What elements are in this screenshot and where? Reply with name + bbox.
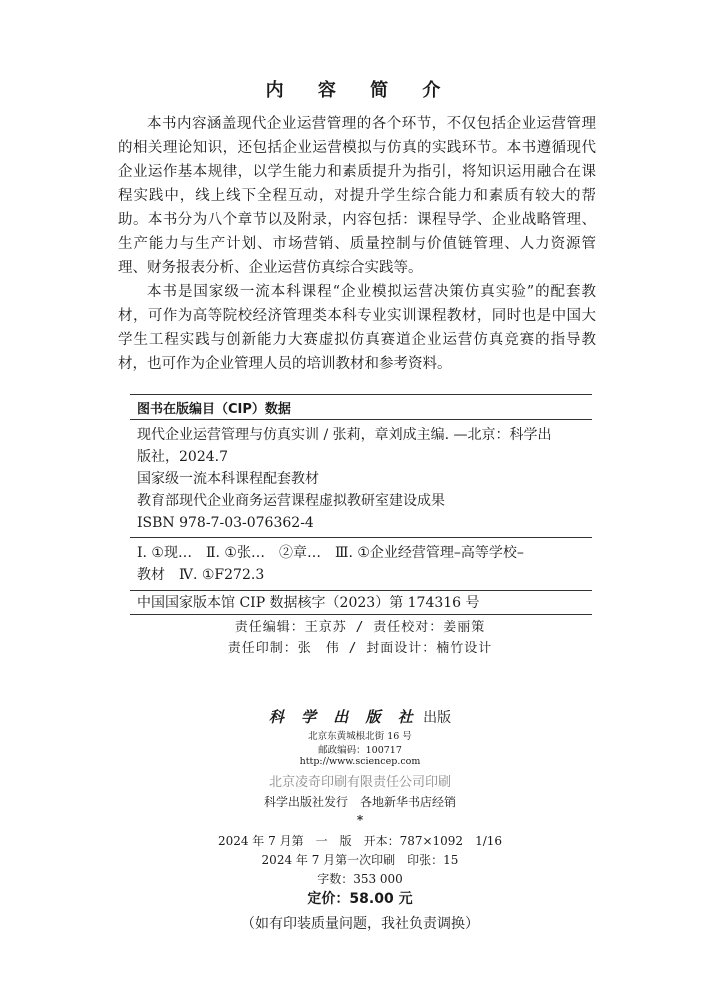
intro-title: 内 容 简 介 [265,80,455,101]
cip-achievement-line: 教育部现代企业商务运营课程虚拟教研室建设成果 [137,493,445,509]
publisher-line [0,706,720,727]
cip-block [137,424,592,534]
intro-body [118,112,596,376]
publisher-suffix: 出版 [423,710,452,726]
cip-classification [137,542,592,586]
cip-mid-rule [130,537,592,538]
cip-record [137,592,592,614]
credits-line-2: 责任印制：张 伟 / 封面设计：楠竹设计 [227,641,493,656]
separator-asterisk: * [356,813,364,827]
quality-notice: （如有印装质量问题，我社负责调换） [241,916,479,932]
cip-record-rule [130,590,592,591]
publisher-website: http://www.sciencep.com [299,756,421,767]
printing-line: 2024 年 7 月第一次印刷 印张：15 [261,853,459,867]
cip-publisher-line: 版社，2024.7 [137,449,228,465]
cip-isbn: ISBN 978-7-03-076362-4 [137,515,314,531]
cip-title-line: 现代企业运营管理与仿真实训 / 张莉，章刘成主编. —北京：科学出 [137,427,552,443]
publisher-name: 科 学 出 版 社 [268,708,419,726]
cip-top-rule [130,394,592,395]
cip-record-line: 中国国家版本馆 CIP 数据核字（2023）第 174316 号 [137,595,480,611]
cip-heading-rule [130,419,592,420]
publisher-postcode: 邮政编码：100717 [318,745,402,756]
cip-class-line-1: Ⅰ. ①现… Ⅱ. ①张… ②章… Ⅲ. ①企业经营管理–高等学校– [137,545,524,561]
cip-class-line-2: 教材 Ⅳ. ①F272.3 [137,567,265,583]
intro-paragraph-1: 本书内容涵盖现代企业运营管理的各个环节，不仅包括企业运营管理的相关理论知识，还包括企业运营模拟与仿真的实践环节。本书遵循现代企业运作基本规律，以学生能力和素质提升为指引，将知识运用融合在课程实践中，线上线下全程互动，对提升学生综合能力和素质有较大的帮助。本书分为八个章节以及附录，内容包括：课程导学、企业战略管理、生产能力与生产计划、市场营销、质量控制与价值链管理、人力资源管理、财务报表分析、企业运营仿真综合实践等。 [118,116,596,276]
cip-bottom-rule [130,614,592,615]
edition-line: 2024 年 7 月第 一 版 开本：787×1092 1/16 [217,834,503,848]
publisher-address: 北京东黄城根北街 16 号 [308,731,412,742]
distribution-line: 科学出版社发行 各地新华书店经销 [263,795,456,809]
cip-heading: 图书在版编目（CIP）数据 [137,402,291,417]
credits-line-1: 责任编辑：王京苏 / 责任校对：姜丽策 [234,620,486,635]
printer-line: 北京凌奇印刷有限责任公司印刷 [268,775,451,790]
word-count: 字数：353 000 [317,872,403,886]
price: 定价：58.00 元 [307,891,413,907]
intro-paragraph-2: 本书是国家级一流本科课程“企业模拟运营决策仿真实验”的配套教材，可作为高等院校经济管理类本科专业实训课程教材，同时也是中国大学生工程实践与创新能力大赛虚拟仿真赛道企业运营仿真竞赛的指导教材，也可作为企业管理人员的培训教材和参考资料。 [118,284,596,372]
cip-series-line: 国家级一流本科课程配套教材 [137,471,319,487]
